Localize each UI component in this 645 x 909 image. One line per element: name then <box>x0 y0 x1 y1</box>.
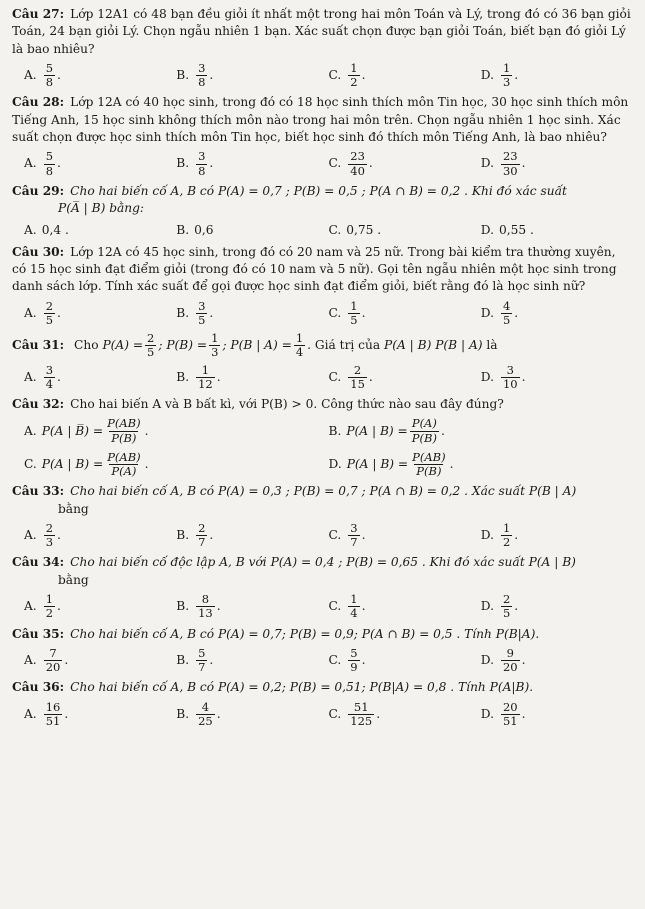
option-b[interactable]: B. $\frac{5}{7}$ . <box>176 645 214 675</box>
question-number: Câu 30: <box>12 244 65 259</box>
option-d[interactable]: D. P(A | B) = $\frac{P(AB)}{P(B)}$ . <box>328 449 454 479</box>
option-d[interactable]: D. $\frac{4}{5}$ . <box>480 298 519 328</box>
question-stem: Cho hai biến cố A, B có P(A) = 0,7; P(B) = 0,9; P(A ∩ B) = 0,5 . Tính P(B|A). <box>70 626 540 641</box>
question-stem: Lớp 12A1 có 48 bạn đều giỏi ít nhất một trong hai môn Toán và Lý, trong đó có 36 bạn giỏi Toán, 24 bạn giỏi Lý. Chọn ngẫu nhiên 1 bạn. Xác suất chọn được bạn giỏi Toán, biết bạn đó giỏi Lý là bao nhiêu? <box>12 7 631 56</box>
option-a[interactable]: A. $\frac{16}{51}$ . <box>24 699 69 728</box>
question-stem: Cho hai biến cố A, B có P(A) = 0,7 ; P(B) = 0,5 ; P(A ∩ B) = 0,2 . Khi đó xác suất <box>70 183 567 198</box>
question-stem: Cho hai biến cố A, B có P(A) = 0,2; P(B) = 0,51; P(B|A) = 0,8 . Tính P(A|B). <box>70 680 534 695</box>
option-d[interactable]: D. $\frac{2}{5}$ . <box>480 592 519 621</box>
question-number: Câu 34: <box>12 555 65 570</box>
options <box>24 364 633 391</box>
option-b[interactable]: B. 0,6 <box>176 222 214 237</box>
question-28 <box>12 94 633 177</box>
option-a[interactable]: A. 0,4 . <box>24 222 69 237</box>
question-stem: Cho hai biến cố A, B có P(A) = 0,3 ; P(B) = 0,7 ; P(A ∩ B) = 0,2 . Xác suất P(B | A) <box>70 484 577 499</box>
question-30 <box>12 244 633 327</box>
option-b[interactable]: B. $\frac{1}{12}$ . <box>176 362 221 391</box>
option-c[interactable]: C. $\frac{1}{2}$ . <box>328 60 366 90</box>
question-stem: Lớp 12A có 40 học sinh, trong đó có 18 học sinh thích môn Tin học, 30 học sinh thích môn Tiếng Anh, 15 học sinh không thích môn nào trong hai môn trên. Chọn ngẫu nhiên 1 học sinh. Xác suất chọn được học sinh thích môn Tin học, biết học sinh đó thích môn Tiếng Anh, là bao nhiêu? <box>12 95 629 145</box>
option-d[interactable]: D. $\frac{1}{2}$ . <box>480 520 519 550</box>
option-b[interactable]: B. P(A | B) = $\frac{P(A)}{P(B)}$ . <box>328 416 445 445</box>
question-number: Câu 36: <box>12 680 65 695</box>
options <box>24 300 633 327</box>
option-a[interactable]: A. $\frac{1}{2}$ . <box>24 592 61 621</box>
option-d[interactable]: D. $\frac{9}{20}$ . <box>480 645 526 675</box>
question-number: Câu 35: <box>12 626 65 641</box>
question-number: Câu 27: <box>12 7 65 21</box>
options <box>24 417 633 478</box>
options <box>24 701 633 728</box>
option-c[interactable]: C. $\frac{5}{9}$ . <box>328 645 366 675</box>
option-d[interactable]: D. $\frac{20}{51}$ . <box>480 699 526 728</box>
question-stem: Cho hai biến cố độc lập A, B với P(A) = 0,4 ; P(B) = 0,65 . Khi đó xác suất P(A | B) <box>70 555 576 570</box>
option-c[interactable]: C. $\frac{23}{40}$ . <box>328 149 373 178</box>
question-stem: Cho hai biến A và B bất kì, với P(B) > 0. Công thức nào sau đây đúng? <box>70 397 504 412</box>
option-c[interactable]: C. $\frac{1}{5}$ . <box>328 298 366 328</box>
option-a[interactable]: A. $\frac{5}{8}$ . <box>24 149 61 178</box>
question-number: Câu 29: <box>12 183 65 198</box>
options <box>24 222 633 239</box>
option-d[interactable]: D. $\frac{23}{30}$ . <box>480 149 526 178</box>
options <box>24 150 633 177</box>
option-d[interactable]: D. $\frac{3}{10}$ . <box>480 362 526 391</box>
question-32 <box>12 396 633 478</box>
option-a[interactable]: A. $\frac{7}{20}$ . <box>24 645 69 675</box>
question-36 <box>12 679 633 728</box>
option-b[interactable]: B. $\frac{3}{8}$ . <box>176 149 214 178</box>
question-34 <box>12 554 633 620</box>
option-a[interactable]: A. $\frac{3}{4}$ . <box>24 362 61 391</box>
option-c[interactable]: C. $\frac{3}{7}$ . <box>328 520 366 550</box>
option-a[interactable]: A. P(A | B̅) = $\frac{P(AB)}{P(B̅)}$ . <box>24 416 149 445</box>
question-number: Câu 33: <box>12 484 65 499</box>
option-a[interactable]: A. $\frac{5}{8}$ . <box>24 60 61 90</box>
option-b[interactable]: B. $\frac{3}{5}$ . <box>176 298 214 328</box>
options <box>24 522 633 549</box>
options <box>24 593 633 620</box>
option-c[interactable]: C. $\frac{1}{4}$ . <box>328 592 366 621</box>
option-a[interactable]: A. $\frac{2}{5}$ . <box>24 298 61 328</box>
question-number: Câu 28: <box>12 95 65 110</box>
options <box>24 647 633 674</box>
option-c[interactable]: C. $\frac{2}{15}$ . <box>328 362 373 391</box>
question-stem-continued: P(A̅ | B) bằng: <box>58 201 145 216</box>
question-stem-continued: bằng <box>58 572 89 587</box>
question-stem: Lớp 12A có 45 học sinh, trong đó có 20 nam và 25 nữ. Trong bài kiểm tra thường xuyên, có 15 học sinh đạt điểm giỏi (trong đó có 10 nam và 5 nữ). Gọi tên ngẫu nhiên một học sinh trong danh sách lớp. Tính xác suất để gọi được học sinh đạt điểm giỏi, biết rằng đó là học sinh nữ? <box>12 244 617 294</box>
question-27 <box>12 6 633 89</box>
question-31: Câu 31: Cho P(A) = $\frac{2}{5}$ ; P(B) = $\frac{1}{3}$ ; P(B | A) = $\frac{1}{4}$ . Giá trị của P(A | B) P(B | A) là A. $\frac{3}{4}$ . B. $\frac{1}{12}$ . C. $\frac{2}{15}$ . D. $\frac{3}{10}$ . <box>12 332 633 391</box>
option-b[interactable]: B. $\frac{8}{13}$ . <box>176 592 221 621</box>
option-b[interactable]: B. $\frac{4}{25}$ . <box>176 699 221 728</box>
option-b[interactable]: B. $\frac{2}{7}$ . <box>176 520 214 550</box>
option-c[interactable]: C. $\frac{51}{125}$ . <box>328 699 381 728</box>
option-d[interactable]: D. 0,55 . <box>480 222 534 237</box>
option-c[interactable]: C. 0,75 . <box>328 222 382 237</box>
option-a[interactable]: A. $\frac{2}{3}$ . <box>24 520 61 550</box>
question-29 <box>12 183 633 239</box>
options <box>24 62 633 89</box>
option-c[interactable]: C. P(A | B) = $\frac{P(AB)}{P(A)}$ . <box>24 449 149 479</box>
question-number: Câu 31: <box>12 338 65 353</box>
question-35 <box>12 626 633 675</box>
option-b[interactable]: B. $\frac{3}{8}$ . <box>176 60 214 90</box>
question-stem-continued: bằng <box>58 501 89 516</box>
option-d[interactable]: D. $\frac{1}{3}$ . <box>480 60 519 90</box>
question-33 <box>12 483 633 549</box>
question-number: Câu 32: <box>12 397 65 412</box>
